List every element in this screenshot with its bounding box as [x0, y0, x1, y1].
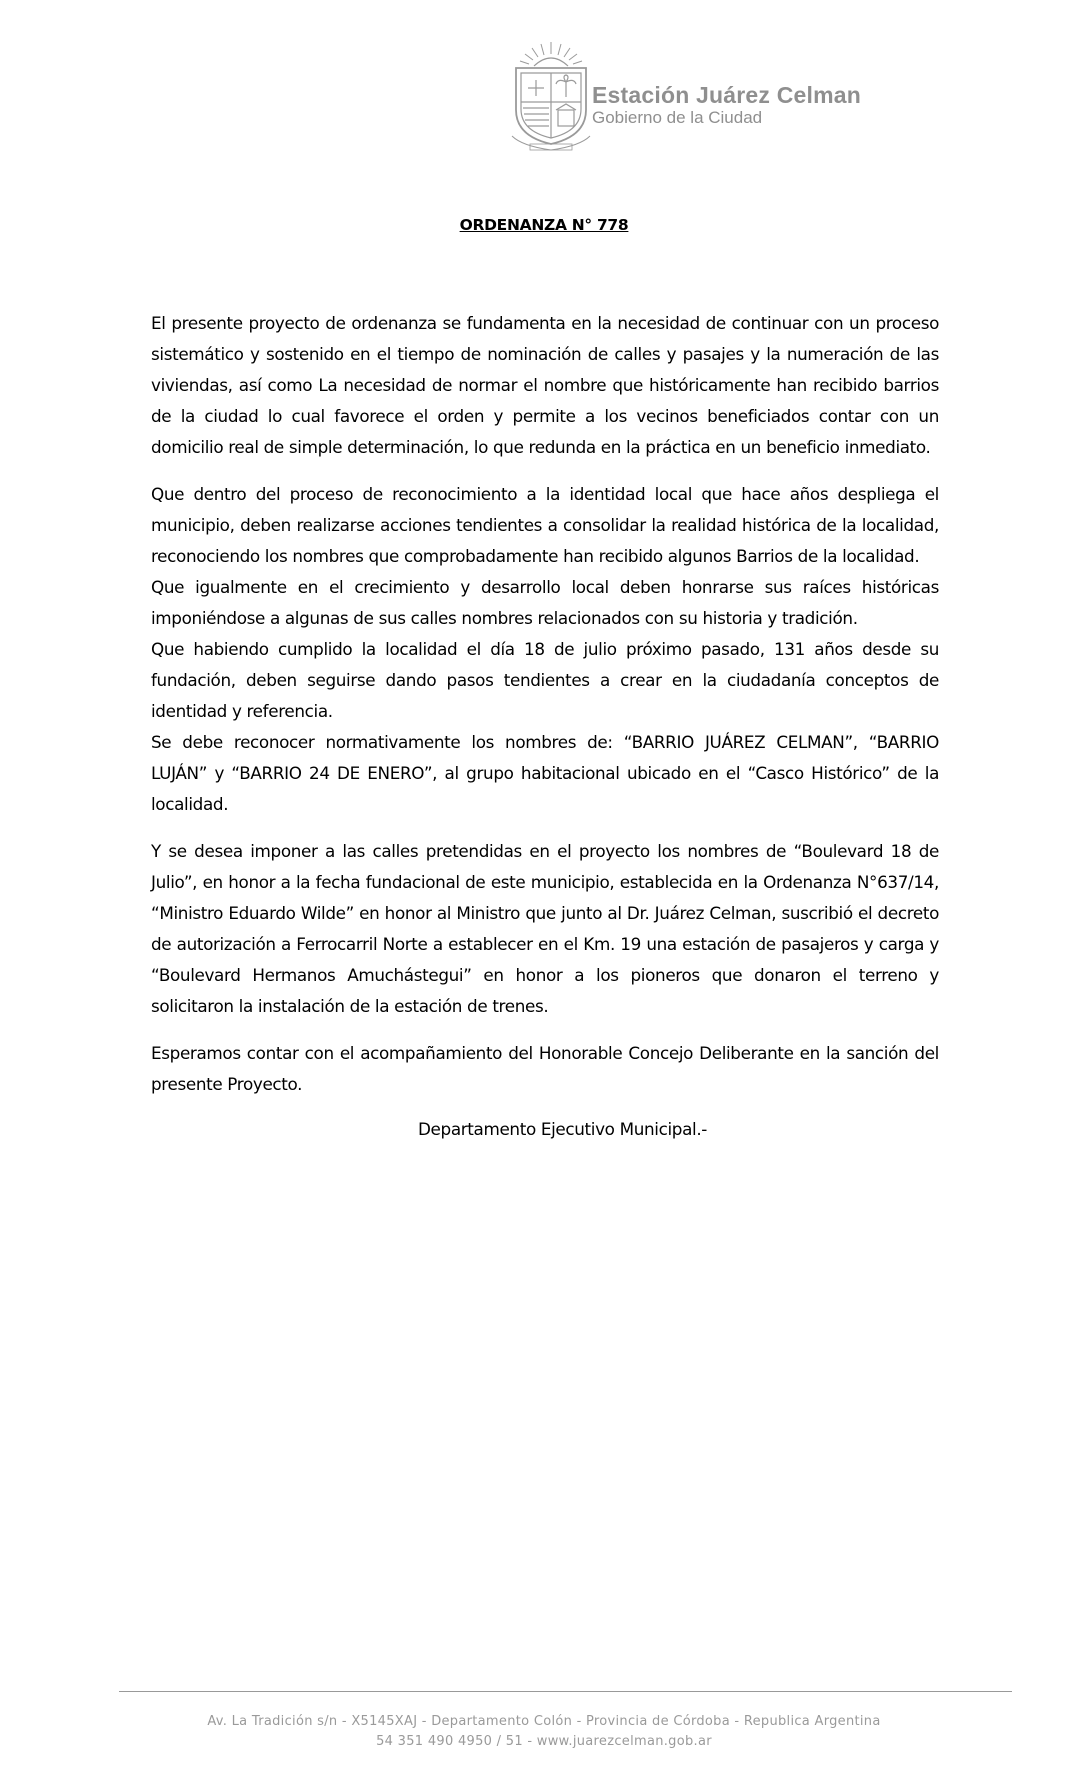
organization-name: Estación Juárez Celman	[592, 82, 862, 108]
paragraph: Que dentro del proceso de reconocimiento a la identidad local que hace años despliega el municipio, deben realizarse acciones tendientes a consolidar la realidad histórica de la localidad, reconociendo los nombres que comprobadamente han recibido algunos Barrios de la localidad.	[151, 484, 939, 566]
paragraph: Que habiendo cumplido la localidad el día 18 de julio próximo pasado, 131 años desde su fundación, deben seguirse dando pasos tendientes a crear en la ciudadanía conceptos de identidad y referencia.	[151, 639, 939, 721]
paragraph: Y se desea imponer a las calles pretendidas en el proyecto los nombres de “Boulevard 18 de Julio”, en honor a la fecha fundacional de este municipio, establecida en la Ordenanza N°637/14, “Ministro Eduardo Wilde” en honor al Ministro que junto al Dr. Juárez Celman, suscribió el decreto de autorización a Ferrocarril Norte a establecer en el Km. 19 una estación de pasajeros y carga y “Boulevard Hermanos Amuchástegui” en honor a los pioneros que donaron el terreno y solicitaron la instalación de la estación de trenes.	[151, 841, 939, 1016]
document-body	[151, 308, 939, 1145]
footer-contact: 54 351 490 4950 / 51 - www.juarezcelman.gob.ar	[376, 1734, 712, 1749]
footer-address: Av. La Tradición s/n - X5145XAJ - Departamento Colón - Provincia de Córdoba - Republica Argentina	[207, 1714, 881, 1729]
document-title: ORDENANZA N° 778	[459, 216, 629, 234]
paragraph: El presente proyecto de ordenanza se fundamenta en la necesidad de continuar con un proceso sistemático y sostenido en el tiempo de nominación de calles y pasajes y la numeración de las viviendas, así como La necesidad de normar el nombre que históricamente han recibido barrios de la ciudad lo cual favorece el orden y permite a los vecinos beneficiados contar con un domicilio real de simple determinación, lo que redunda en la práctica en un beneficio inmediato.	[151, 313, 939, 457]
footer-divider	[119, 1691, 1012, 1692]
paragraph: Esperamos contar con el acompañamiento del Honorable Concejo Deliberante en la sanción del presente Proyecto.	[151, 1043, 939, 1094]
signature-line: Departamento Ejecutivo Municipal.-	[417, 1119, 708, 1139]
organization-subtitle: Gobierno de la Ciudad	[592, 108, 763, 127]
letterhead	[494, 40, 894, 155]
organization-identity	[592, 82, 861, 128]
paragraph: Se debe reconocer normativamente los nombres de: “BARRIO JUÁREZ CELMAN”, “BARRIO LUJÁN” y “BARRIO 24 DE ENERO”, al grupo habitacional ubicado en el “Casco Histórico” de la localidad.	[151, 732, 939, 814]
paragraph: Que igualmente en el crecimiento y desarrollo local deben honrarse sus raíces históricas imponiéndose a algunas de sus calles nombres relacionados con su historia y tradición.	[151, 577, 939, 628]
page-footer	[0, 1712, 1088, 1752]
